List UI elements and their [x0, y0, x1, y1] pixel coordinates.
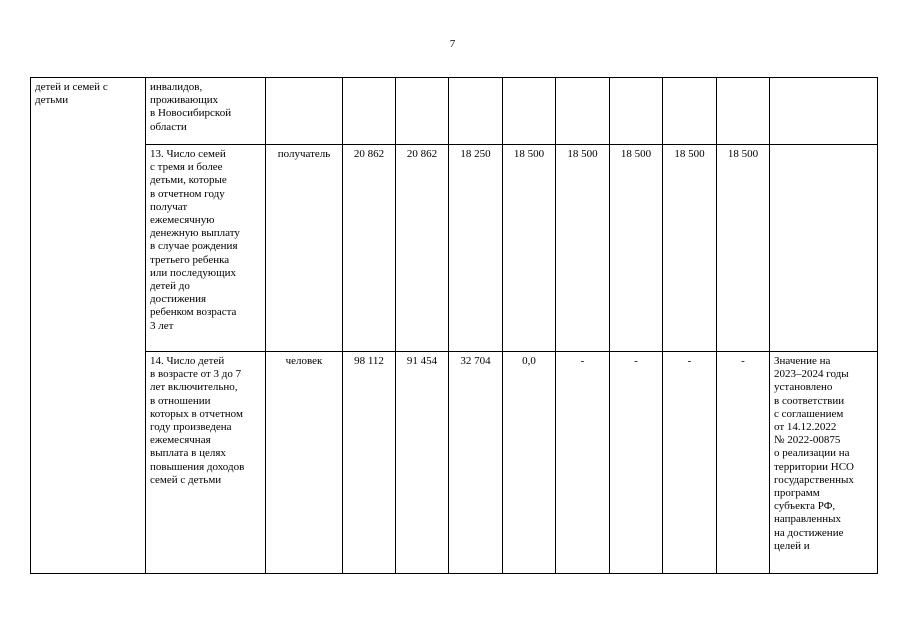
value-text: - — [741, 355, 745, 367]
indicator-cell — [146, 78, 266, 145]
value-cell — [396, 145, 449, 352]
indicator-cell — [146, 145, 266, 352]
value-cell — [663, 145, 717, 352]
value-cell — [663, 352, 717, 574]
note-text: Значение на 2023–2024 годы установлено в соответствии с соглашением от 14.12.2022 № 2022-00875 о реализации на территории НСО государственных программ субъекта РФ, направленных на достижение целей и — [774, 355, 854, 552]
note-cell — [770, 78, 878, 145]
table-row — [31, 78, 878, 145]
value-cell — [717, 352, 770, 574]
value-text: 20 862 — [406, 148, 438, 160]
value-cell — [610, 78, 663, 145]
value-cell — [503, 352, 556, 574]
value-cell — [503, 145, 556, 352]
indicator-text: инвалидов, проживающих в Новосибирской области — [150, 81, 232, 133]
value-cell — [717, 78, 770, 145]
value-text: - — [634, 355, 638, 367]
value-text: 18 500 — [727, 148, 759, 160]
page-number: 7 — [449, 38, 456, 50]
value-cell — [556, 145, 610, 352]
value-text: - — [687, 355, 692, 367]
indicator-text: 13. Число семей с тремя и более детьми, которые в отчетном году получат ежемесячную денежную выплату в случае рождения третьего ребенка или последующих детей до достижения ребенком возраста 3 лет — [150, 148, 240, 332]
value-cell — [503, 78, 556, 145]
value-text: 18 250 — [460, 148, 491, 160]
unit-cell — [266, 145, 343, 352]
indicator-cell — [146, 352, 266, 574]
value-text: 20 862 — [353, 148, 385, 160]
unit-cell — [266, 78, 343, 145]
value-cell — [343, 78, 396, 145]
note-cell — [770, 352, 878, 574]
value-text: 98 112 — [354, 355, 384, 367]
value-cell — [610, 145, 663, 352]
value-cell — [556, 78, 610, 145]
unit-text: получатель — [277, 148, 331, 160]
value-text: 32 704 — [460, 355, 491, 367]
unit-cell — [266, 352, 343, 574]
value-text: 18 500 — [567, 148, 598, 160]
value-text: 18 500 — [674, 148, 705, 160]
value-cell — [449, 145, 503, 352]
value-text: 91 454 — [406, 355, 438, 367]
value-cell — [449, 78, 503, 145]
value-cell — [449, 352, 503, 574]
value-cell — [343, 352, 396, 574]
value-text: 18 500 — [513, 148, 545, 160]
value-cell — [717, 145, 770, 352]
value-cell — [556, 352, 610, 574]
value-text: 0,0 — [522, 355, 536, 367]
unit-text: человек — [285, 355, 323, 367]
section-name-cell — [31, 78, 146, 574]
note-cell — [770, 145, 878, 352]
value-text: - — [580, 355, 585, 367]
value-text: 18 500 — [620, 148, 652, 160]
value-cell — [610, 352, 663, 574]
value-cell — [343, 145, 396, 352]
value-cell — [396, 352, 449, 574]
value-cell — [663, 78, 717, 145]
value-cell — [396, 78, 449, 145]
indicator-text: 14. Число детей в возрасте от 3 до 7 лет включительно, в отношении которых в отчетном году произведена ежемесячная выплата в целях повышения доходов семей с детьми — [150, 355, 245, 486]
section-name: детей и семей с детьми — [35, 81, 108, 107]
table-row — [31, 352, 878, 574]
table-row — [31, 145, 878, 352]
indicators-table — [30, 77, 878, 574]
